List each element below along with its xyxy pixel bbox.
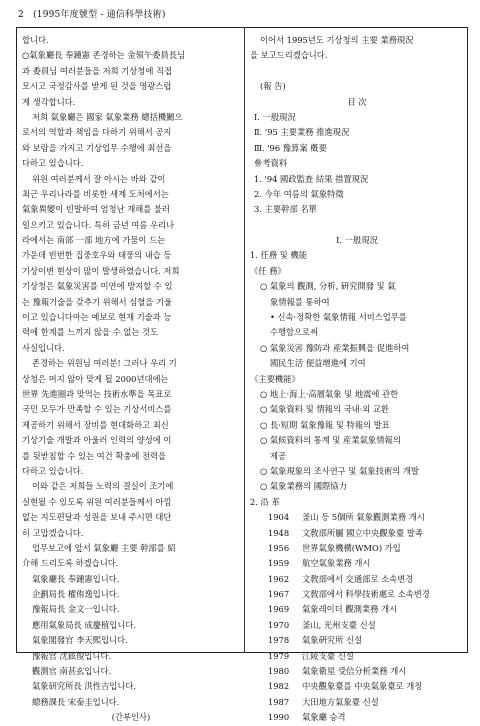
table-of-contents [250,110,464,218]
history-row [250,710,464,725]
duties-label: 《任 務》 [250,265,286,276]
staff-line: 氣象研究所長 洪性吉입니다. [32,681,136,692]
history-row [250,526,464,541]
duty-item: ○ 氣象災害 豫防과 産業振興을 促進하여 [260,342,410,353]
toc-item: 1. '94 國政監査 結果 措置現況 [254,173,369,184]
history-event: 文敎部에서 交通部로 소속변경 [302,573,414,584]
spacer [250,64,464,79]
history-row [250,556,464,571]
staff-line: 豫報官 沈鉉俊입니다. [32,650,112,661]
text-line: 介해 드리도록 하겠습니다. [22,558,119,569]
history-year: 1967 [268,589,290,600]
history-row [250,618,464,633]
signoff-note: (간부인사) [111,712,151,723]
text-line: 를 뒷받침할 수 있는 여건 확충에 전력을 [22,450,167,461]
toc-title: 目 次 [347,96,367,107]
staff-line: 氣象閣發官 李天熙입니다. [32,635,128,646]
running-header [18,8,468,22]
function-item: ○ 氣象業務의 國際協力 [260,481,347,492]
intro-line: 을 보고드리겠습니다. [250,50,328,61]
text-line: 없는 지도편달과 성원을 보내 주시면 대단 [22,512,172,523]
text-line: 이와 같은 저희들 노력의 결실이 조기에 [32,481,174,492]
text-line: 기상이변 현상이 많이 발생하였습니다. 저희 [22,265,180,276]
history-event: 釜山, 光州支臺 신설 [302,619,376,630]
text-line: 와 보람을 가지고 기상업무 수행에 최선을 [22,142,172,153]
text-line: 업무보고에 앞서 氣象廳 主要 幹部를 紹 [32,542,176,553]
text-line: 일으키고 있습니다. 특히 금년 여름 우리나 [22,219,175,230]
history-year: 1969 [268,604,290,615]
history-row [250,587,464,602]
text-line: 과 委員님 여러분들을 저희 기상청에 직접 [22,65,173,76]
subsection-title: 1. 任務 및 機能 [250,250,308,261]
history-event: 大田地方氣象臺 신설 [302,696,379,707]
duty-item: 수행함으로써 [270,327,319,338]
history-year: 1979 [268,650,290,661]
function-item: ○ 氣象現象의 조사연구 및 氣象技術의 개발 [260,465,419,476]
history-year: 1970 [268,619,290,630]
toc-item: Ⅲ. '96 豫算案 槪要 [254,142,327,153]
subsection-title: 2. 沿 革 [250,496,280,507]
text-line: 모시고 국정감사를 받게 된 것을 영광스럽 [22,81,172,92]
duty-item: 象情報를 통하여 [270,296,330,307]
text-line: 世界 先進圈과 맞먹는 技術水準을 목표로 [22,388,172,399]
text-line: 히 고맙겠습니다. [22,527,84,538]
text-line: 합니다. [22,35,49,45]
function-item: ○ 氣象資料 및 情報의 국내·외 교환 [260,404,389,415]
text-line: 이고 있습니다마는 예보로 현재 기술과 능 [22,312,172,323]
text-line: 사실입니다. [22,342,65,353]
history-row [250,695,464,710]
history-event: 文敎部에서 科學技術處로 소속변경 [302,589,430,600]
right-column [250,33,464,723]
text-line: 실현될 수 있도록 위원 여러분들께서 아낌 [22,496,172,507]
staff-line: 總務課長 宋泰圭입니다. [32,696,120,707]
text-line: 로서의 역할과 책임을 다하기 위해서 공지 [22,127,172,138]
history-year: 1962 [268,573,290,584]
text-line: 저희 氣象廳은 國家 氣象業務 總括機關으 [32,111,183,122]
history-row [250,541,464,556]
duty-item: ○ 氣象의 觀測, 分析, 硏究開發 및 氣 [260,281,396,292]
history-row [250,679,464,694]
history-year: 1904 [268,512,290,523]
toc-item: Ⅱ. '95 主要業務 推進現況 [254,127,350,138]
toc-item: 參考資料 [254,158,288,169]
history-event: 氣象硏究所 신설 [302,635,363,646]
history-event: 江陵支臺 신설 [302,650,354,661]
history-row [250,510,464,525]
staff-line: 觀測官 南甚玄입니다. [32,666,112,677]
text-line: 력에 한계를 느끼지 않을 수 없는 것도 [22,327,159,338]
history-event: 氣象레이더 觀測業務 개시 [302,604,398,615]
text-line: 가운데 빈번한 집중호우와 태풍의 내습 등 [22,250,172,261]
text-line: 다하고 있습니다. [22,465,84,476]
history-row [250,602,464,617]
history-event: 氣象衛星 受信分析業務 개시 [302,666,407,677]
text-line: 다하고 있습니다. [22,158,84,169]
staff-line: 應用氣象局長 成慶植입니다. [32,619,136,630]
history-event: 航空氣象業務 개시 [302,558,371,569]
text-line: 국민 모두가 만족할 수 있는 기상서비스를 [22,404,172,415]
text-line: 는 豫報기술을 갖추기 위해서 심혈을 기울 [22,296,173,307]
history-list [250,510,464,725]
text-line: 제공하기 위해서 장비를 현대화하고 최신 [22,419,169,430]
function-item: ○ 長·短期 氣象豫報 및 特報의 발표 [260,419,390,430]
toc-item: 3. 主要幹部 名單 [254,204,317,215]
history-year: 1990 [268,712,290,723]
running-title: (1995年度號型 - 通信科學技術) [33,10,166,20]
text-line: 위원 여러분께서 잘 아시는 바와 같이 [32,173,166,184]
history-year: 1978 [268,635,290,646]
left-column [22,33,240,723]
toc-item: 2. 今年 여름의 氣象特徵 [254,188,344,199]
staff-line: 企劃局長 權侑逸입니다. [32,589,120,600]
history-event: 釜山 등 5個所 氣象觀測業務 개시 [302,512,425,523]
text-line: 기상청은 氣象災害를 미연에 방지할 수 있 [22,281,173,292]
text-line: 라에서는 南部 一部 地方에 가뭄이 드는 [22,235,166,246]
history-year: 1980 [268,666,290,677]
history-event: 中央觀象臺를 中央氣象臺로 개칭 [302,681,423,692]
history-year: 1987 [268,696,290,707]
text-line: 게 생각합니다. [22,96,76,107]
staff-line: 氣象廳長 奉鍾憲입니다. [32,573,120,584]
history-event: 氣象廳 승격 [302,712,346,723]
duty-item: 國民生活 便益增進에 기여 [270,358,366,369]
history-year: 1982 [268,681,290,692]
history-event: 世界氣象機構(WMO) 가입 [302,542,401,553]
report-label: (報 告) [260,81,286,92]
history-row [250,649,464,664]
functions-label: 《主要機能》 [250,373,300,384]
history-year: 1959 [268,558,290,569]
intro-line: 이어서 1995년도 기상청의 主要 業務現況 [260,35,414,45]
function-item: ○ 地上·海上·高層氣象 및 地震에 관한 [260,388,399,399]
column-divider [244,27,245,653]
function-item: 제공 [270,450,287,461]
text-line: 氣象異變이 빈발하여 엄청난 재해를 불러 [22,204,170,215]
text-line: 존경하는 위원님 여러분! 그러나 우리 기 [32,358,177,369]
page-number: 2 [18,10,24,20]
toc-item: Ⅰ. 一般現況 [254,111,296,122]
history-row [250,572,464,587]
text-line: ○氣象廳長 奉鍾憲 존경하는 金領午委員長님 [22,50,186,61]
text-line: 최근 우리나라를 비롯한 세계 도처에서는 [22,188,169,199]
duty-item: • 신속·정확한 氣象情報 서비스업무를 [270,312,407,323]
function-item: ○ 氣候資料의 통계 및 産業氣象情報의 [260,435,401,446]
history-row [250,633,464,648]
text-line: 기상기술 개발과 아울러 인력의 양성에 이 [22,435,172,446]
history-row [250,664,464,679]
text-line: 상청은 머지 않아 맞게 될 2000년대에는 [22,373,169,384]
history-year: 1956 [268,542,290,553]
staff-line: 豫報局長 金文一입니다. [32,604,120,615]
history-event: 文敎部所屬 國立中央觀象臺 발족 [302,527,423,538]
history-year: 1948 [268,527,290,538]
section-title: Ⅰ. 一般現況 [336,235,378,246]
spacer [250,218,464,233]
